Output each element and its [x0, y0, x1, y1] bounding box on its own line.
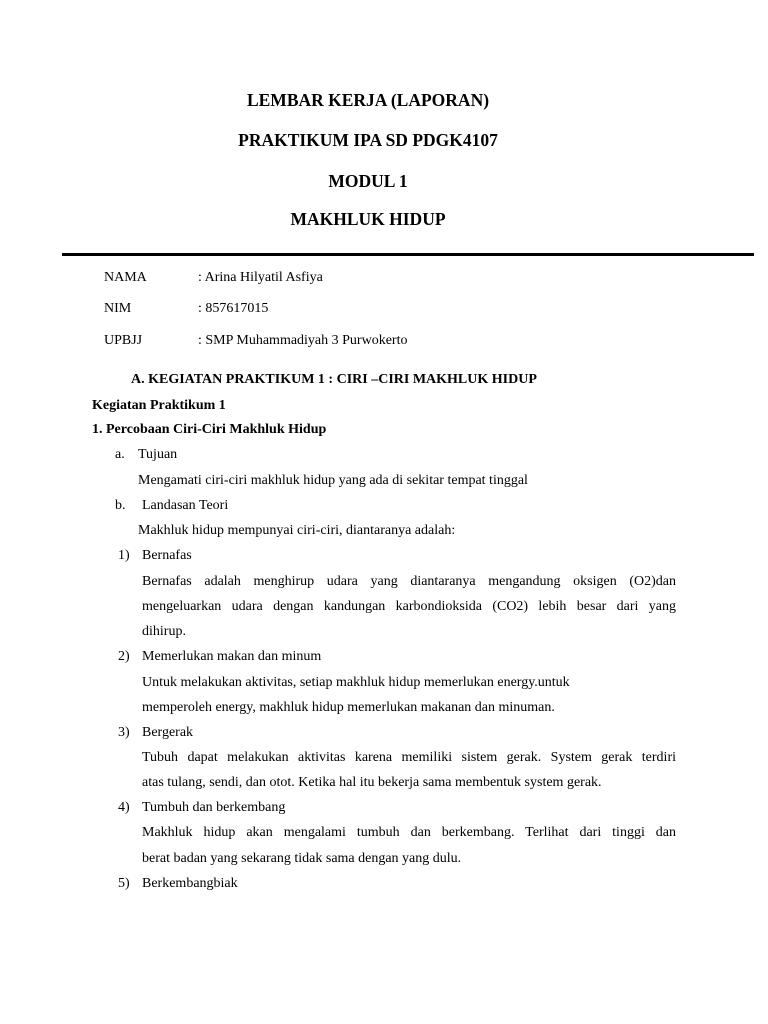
item-number: 1) [118, 548, 130, 563]
identity-value-nama: : Arina Hilyatil Asfiya [198, 270, 323, 285]
identity-label-nim: NIM [104, 301, 132, 316]
item-paragraph-line: Untuk melakukan aktivitas, setiap makhluk hidup memerlukan energy.untuk [142, 675, 570, 690]
list-marker-b: b. [115, 498, 126, 513]
item-title: Bernafas [142, 548, 192, 563]
item-paragraph-line: atas tulang, sendi, dan otot. Ketika hal itu bekerja sama membentuk system gerak. [142, 775, 602, 790]
section-heading: A. KEGIATAN PRAKTIKUM 1 : CIRI –CIRI MAKHLUK HIDUP [131, 372, 537, 387]
item-number: 4) [118, 800, 130, 815]
horizontal-divider [62, 253, 754, 256]
identity-value-upbjj: : SMP Muhammadiyah 3 Purwokerto [198, 333, 408, 348]
item-title: Bergerak [142, 725, 194, 740]
theory-label: Landasan Teori [142, 498, 229, 513]
item-paragraph-line: Makhluk hidup akan mengalami tumbuh dan berkembang. Terlihat dari tinggi dan [142, 825, 676, 840]
item-title: Tumbuh dan berkembang [142, 800, 286, 815]
item-number: 3) [118, 725, 130, 740]
list-marker-a: a. [115, 447, 125, 462]
objective-text: Mengamati ciri-ciri makhluk hidup yang ada di sekitar tempat tinggal [138, 473, 528, 488]
module-title: MODUL 1 [328, 171, 408, 191]
subsection-heading: Kegiatan Praktikum 1 [92, 398, 226, 413]
theory-intro: Makhluk hidup mempunyai ciri-ciri, diantaranya adalah: [138, 523, 456, 538]
item-title: Memerlukan makan dan minum [142, 649, 322, 664]
item-number: 5) [118, 876, 130, 891]
item-paragraph-line: Tubuh dapat melakukan aktivitas karena memiliki sistem gerak. System gerak terdiri [142, 750, 676, 765]
item-paragraph-line: dihirup. [142, 624, 186, 639]
objective-label: Tujuan [138, 447, 178, 462]
course-title: PRAKTIKUM IPA SD PDGK4107 [238, 130, 498, 150]
item-paragraph-line: memperoleh energy, makhluk hidup memerlukan makanan dan minuman. [142, 700, 555, 715]
item-number: 2) [118, 649, 130, 664]
item-paragraph-line: berat badan yang sekarang tidak sama dengan yang dulu. [142, 851, 462, 866]
module-topic: MAKHLUK HIDUP [290, 209, 446, 229]
identity-label-upbjj: UPBJJ [104, 333, 143, 348]
identity-value-nim: : 857617015 [198, 301, 269, 316]
item-title: Berkembangbiak [142, 876, 238, 891]
experiment-heading: 1. Percobaan Ciri-Ciri Makhluk Hidup [92, 422, 327, 437]
item-paragraph-line: mengeluarkan udara dengan kandungan karbondioksida (CO2) lebih besar dari yang [142, 599, 676, 614]
document-title: LEMBAR KERJA (LAPORAN) [246, 90, 490, 110]
item-paragraph-line: Bernafas adalah menghirup udara yang diantaranya mengandung oksigen (O2)dan [142, 574, 676, 589]
identity-label-nama: NAMA [104, 270, 147, 285]
